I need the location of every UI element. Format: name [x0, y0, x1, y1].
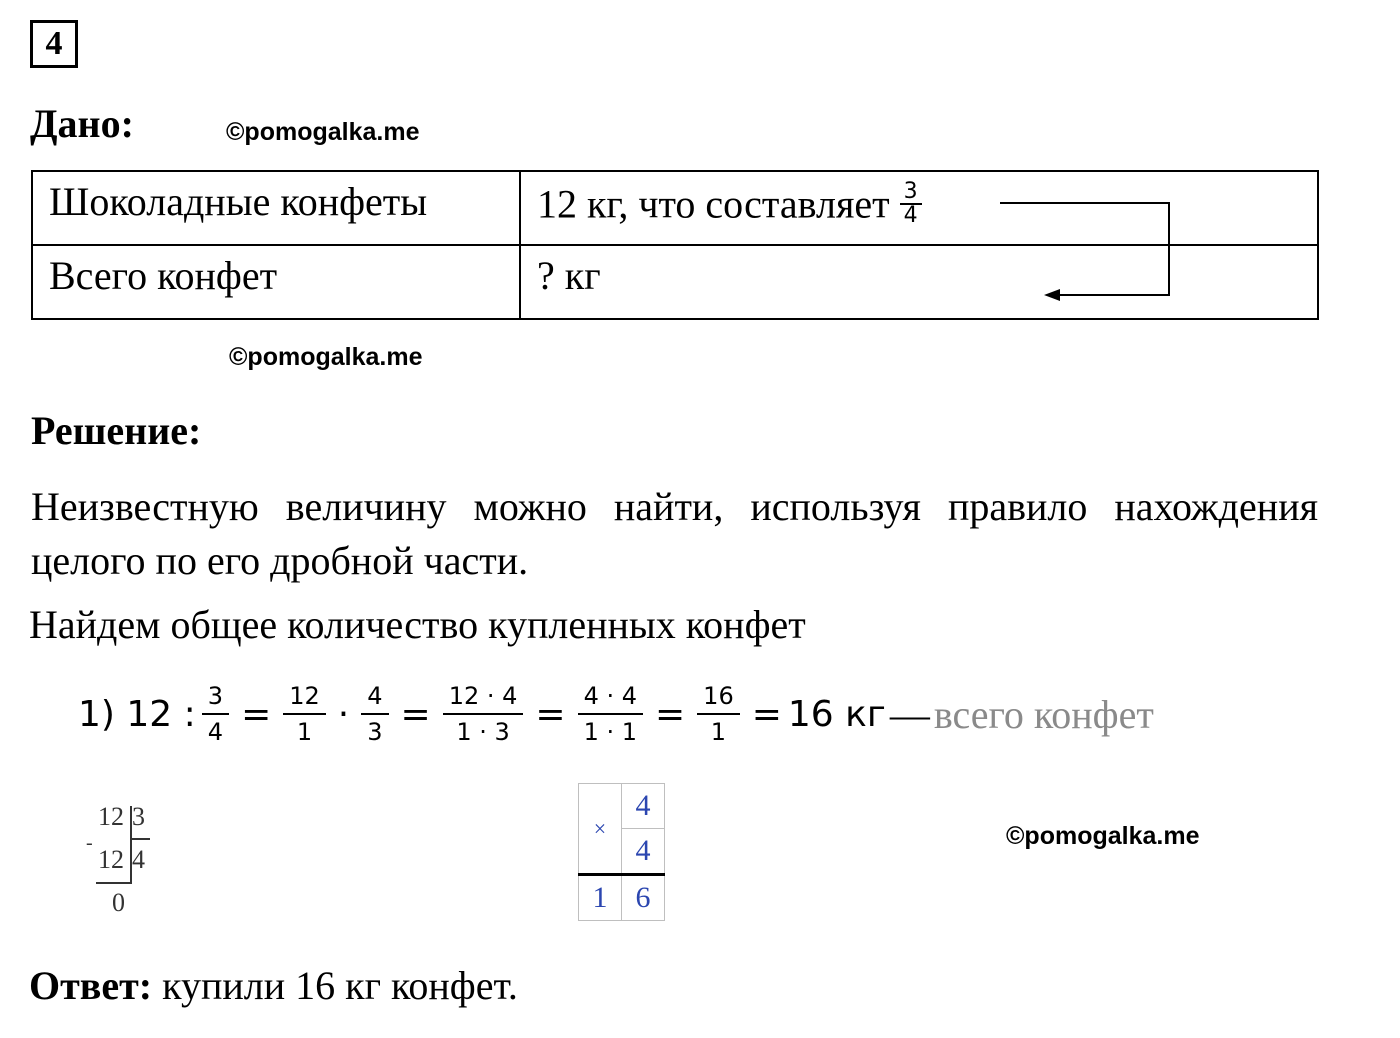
multiplication-grid: [578, 783, 665, 921]
answer-label: Ответ:: [29, 963, 153, 1008]
fraction-denominator: 1: [710, 718, 727, 746]
solution-heading: Решение:: [31, 408, 202, 453]
quotient: 4: [132, 845, 145, 874]
factor-2: 4: [622, 829, 665, 875]
answer: [29, 962, 518, 1009]
division-result-line: [96, 882, 132, 884]
fraction-numerator: 12: [283, 684, 326, 715]
step-dash: —: [889, 691, 930, 737]
product-digit-2: 6: [622, 875, 665, 921]
dividend: 12: [98, 802, 124, 831]
step-comment: всего конфет: [933, 691, 1154, 737]
given-value-text: ? кг: [537, 253, 601, 298]
equals-sign: =: [655, 693, 686, 735]
task-number: 4: [30, 20, 78, 68]
long-division: [86, 802, 166, 922]
given-label-text: Всего конфет: [49, 253, 278, 298]
division-vertical-line: [130, 806, 132, 882]
equals-sign: =: [241, 693, 272, 735]
watermark: ©pomogalka.me: [226, 118, 420, 146]
dot-sign: ·: [337, 693, 350, 735]
fraction-denominator: 4: [207, 718, 224, 746]
fraction: [578, 684, 643, 744]
fraction-numerator: 12 · 4: [443, 684, 524, 715]
subtrahend: 12: [98, 845, 124, 874]
fraction: [443, 684, 524, 744]
fraction-denominator: 4: [903, 202, 918, 228]
fraction-denominator: 1: [296, 718, 313, 746]
given-heading: Дано:: [30, 101, 134, 146]
fraction-numerator: 4: [361, 684, 388, 715]
fraction-denominator: 1 · 1: [583, 718, 637, 746]
step-result: 16 кг: [787, 693, 886, 735]
factor-1: 4: [622, 784, 665, 829]
solution-paragraph: Неизвестную величину можно найти, используя правило нахождения целого по его дробной части.: [31, 484, 1318, 583]
fraction-numerator: 4 · 4: [578, 684, 643, 715]
division-quotient-line: [130, 838, 150, 840]
minus-sign: -: [86, 832, 93, 854]
watermark: ©pomogalka.me: [1006, 822, 1200, 850]
solution-paragraph-2: Найдем общее количество купленных конфет: [29, 602, 806, 647]
given-value-text: 12 кг, что составляет: [537, 181, 890, 227]
equals-sign: =: [751, 693, 782, 735]
watermark: ©pomogalka.me: [229, 343, 423, 371]
fraction-numerator: 16: [697, 684, 740, 715]
step-prefix: 1) 12 :: [78, 693, 196, 735]
fraction-denominator: 3: [367, 718, 383, 746]
remainder: 0: [112, 888, 125, 917]
product-digit-1: 1: [579, 875, 622, 921]
fraction-numerator: 3: [202, 684, 229, 715]
equals-sign: =: [535, 693, 566, 735]
answer-text: купили 16 кг конфет.: [162, 963, 518, 1008]
fraction: [361, 684, 388, 744]
equals-sign: =: [400, 693, 431, 735]
fraction-numerator: 3: [900, 181, 922, 205]
fraction-denominator: 1 · 3: [456, 718, 510, 746]
divisor: 3: [132, 802, 145, 831]
fraction: [697, 684, 740, 744]
multiply-sign: ×: [579, 784, 622, 875]
given-label-text: Шоколадные конфеты: [49, 179, 428, 224]
fraction: [202, 684, 229, 744]
fraction: [283, 684, 326, 744]
solution-step-1: [78, 674, 1154, 754]
